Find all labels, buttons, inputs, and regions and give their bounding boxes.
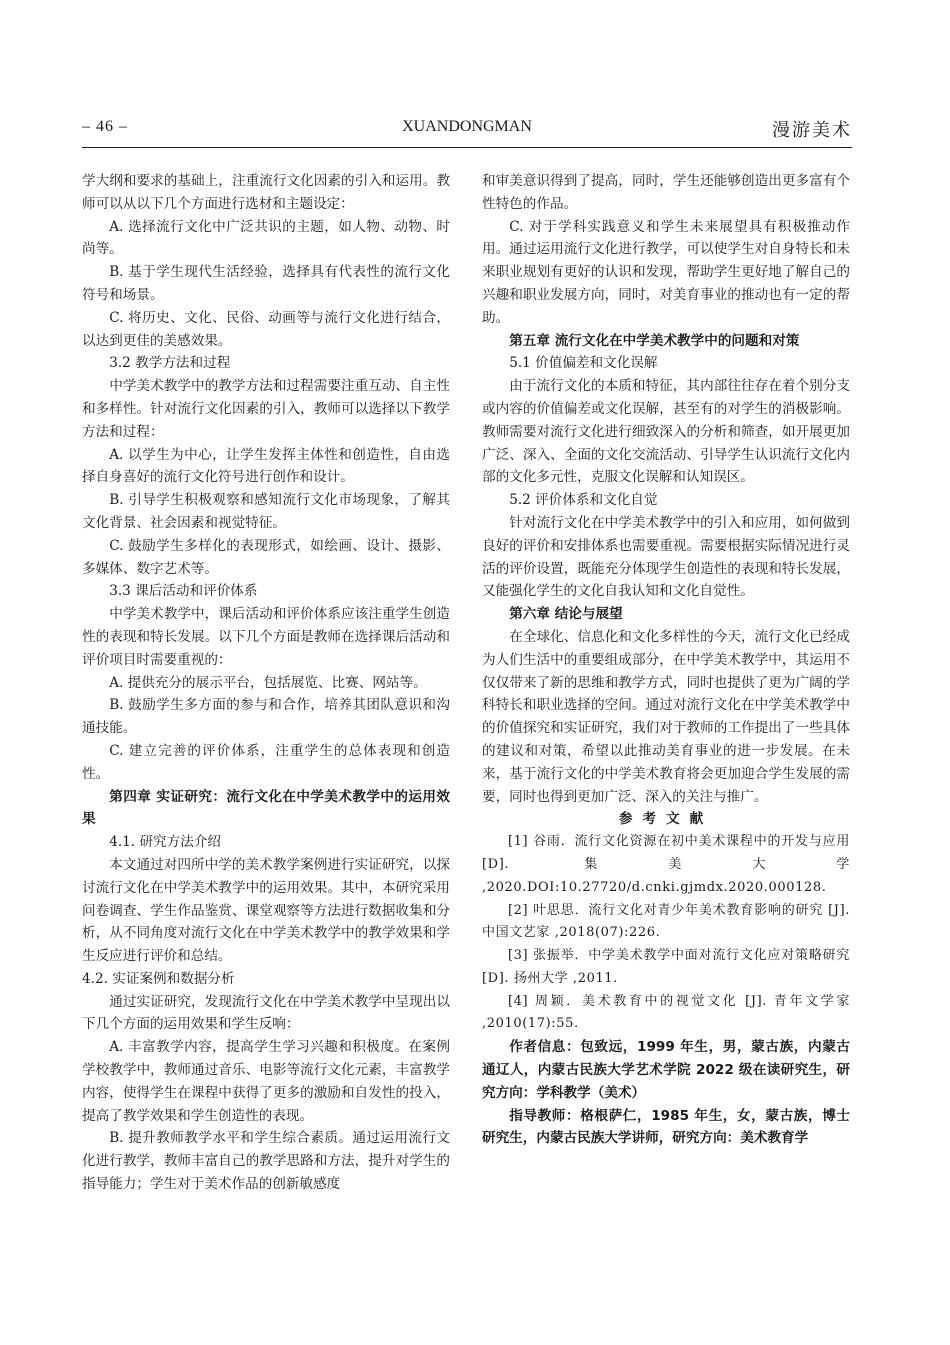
paragraph: 中学美术教学中的教学方法和过程需要注重互动、自主性和多样性。针对流行文化因素的引入，教师可以选择以下教学方法和过程： bbox=[82, 378, 450, 440]
paragraph: 在全球化、信息化和文化多样性的今天，流行文化已经成为人们生活中的重要组成部分，在中学美术教学中，其运用不仅仅带来了新的思维和教学方式，同时也提供了更为广阔的学科特长和职业选择的空间。通过对流行文化在中学美术教学中的价值探究和实证研究，我们对于教师的工作提出了一些具体的建议和对策，希望以此推动美育事业的进一步发展。在未来，基于流行文化的中学美术教育将会更加迎合学生发展的需要，同时也得到更加广泛、深入的关注与推广。 bbox=[482, 628, 850, 805]
right-column bbox=[482, 170, 850, 1150]
paragraph: 通过实证研究，发现流行文化在中学美术教学中呈现出以下几个方面的运用效果和学生反响： bbox=[82, 993, 450, 1033]
list-item: A. 丰富教学内容，提高学生学习兴趣和积极度。在案例学校教学中，教师通过音乐、电影等流行文化元素，丰富教学内容，使得学生在课程中获得了更多的激励和自发性的投入，提高了教学效果和学生创造性的表现。 bbox=[82, 1039, 450, 1124]
section-title: 漫游美术 bbox=[772, 120, 852, 141]
advisor-info: 指导教师：格根萨仁，1985 年生，女，蒙古族，博士研究生，内蒙古民族大学讲师，研究方向：美术教育学 bbox=[482, 1107, 850, 1147]
page-number: – 46 – bbox=[82, 118, 128, 135]
list-item: C. 对于学科实践意义和学生未来展望具有积极推动作用。通过运用流行文化进行教学，可以使学生对自身特长和未来职业规划有更好的认识和发现，帮助学生更好地了解自己的兴趣和职业发展方向，同时，对美育事业的推动也有一定的帮助。 bbox=[482, 218, 850, 326]
list-item: A. 提供充分的展示平台，包括展览、比赛、网站等。 bbox=[109, 674, 427, 691]
paragraph: 中学美术教学中，课后活动和评价体系应该注重学生创造性的表现和特长发展。以下几个方面是教师在选择课后活动和评价项目时需要重视的： bbox=[82, 606, 450, 668]
author-info: 作者信息：包致远，1999 年生，男，蒙古族，内蒙古通辽人，内蒙古民族大学艺术学院 2022 级在读研究生，研究方向：学科教学（美术） bbox=[482, 1039, 850, 1101]
references-heading: 参考文献 bbox=[618, 811, 714, 828]
list-item: B. 提升教师教学水平和学生综合素质。通过运用流行文化进行教学，教师丰富自己的教学思路和方法，提升对学生的指导能力；学生对于美术作品的创新敏感度 bbox=[82, 1130, 450, 1193]
section-heading: 5.2 评价体系和文化自觉 bbox=[509, 492, 658, 509]
paragraph: 本文通过对四所中学的美术教学案例进行实证研究，以探讨流行文化在中学美术教学中的运用效果。其中，本研究采用问卷调查、学生作品鉴赏、课堂观察等方法进行数据收集和分析，从不同角度对流行文化在中学美术教学中的教学效果和学生反应进行评价和总结。 bbox=[82, 856, 450, 965]
list-item: C. 鼓励学生多样化的表现形式，如绘画、设计、摄影、多媒体、数字艺术等。 bbox=[82, 537, 450, 577]
reference-item: [3] 张振举．中学美术教学中面对流行文化应对策略研究 [D]. 扬州大学 ,2011. bbox=[482, 948, 850, 986]
chapter-heading: 第六章 结论与展望 bbox=[509, 606, 623, 623]
list-item: B. 引导学生积极观察和感知流行文化市场现象，了解其文化背景、社会因素和视觉特征。 bbox=[82, 492, 450, 531]
journal-name: XUANDONGMAN bbox=[402, 118, 532, 135]
section-heading: 4.2. 实证案例和数据分析 bbox=[82, 970, 235, 987]
left-column bbox=[82, 170, 450, 1196]
paragraph: 学大纲和要求的基础上，注重流行文化因素的引入和运用。教师可以从以下几个方面进行选材和主题设定： bbox=[82, 173, 450, 212]
list-item: B. 基于学生现代生活经验，选择具有代表性的流行文化符号和场景。 bbox=[82, 264, 450, 303]
section-heading: 5.1 价值偏差和文化误解 bbox=[509, 355, 658, 372]
reference-item: [1] 谷雨．流行文化资源在初中美术课程中的开发与应用 [D]. 集美大学 ,2020.DOI:10.27720/d.cnki.gjmdx.2020.000128. bbox=[482, 834, 850, 895]
section-heading: 3.3 课后活动和评价体系 bbox=[109, 583, 258, 600]
page-header bbox=[82, 118, 852, 146]
paragraph: 针对流行文化在中学美术教学中的引入和应用，如何做到良好的评价和安排体系也需要重视。需要根据实际情况进行灵活的评价设置，既能充分体现学生创造性的表现和特长发展，又能强化学生的文化自我认知和文化自觉性。 bbox=[482, 514, 850, 600]
reference-item: [2] 叶思思．流行文化对青少年美术教育影响的研究 [J]. 中国文艺家 ,2018(07):226. bbox=[482, 902, 850, 941]
list-item: C. 建立完善的评价体系，注重学生的总体表现和创造性。 bbox=[82, 742, 450, 782]
list-item: B. 鼓励学生多方面的参与和合作，培养其团队意识和沟通技能。 bbox=[82, 697, 450, 737]
reference-item: [4] 周颖．美术教育中的视觉文化 [J]. 青年文学家 ,2010(17):55. bbox=[482, 993, 850, 1032]
chapter-heading: 第五章 流行文化在中学美术教学中的问题和对策 bbox=[509, 332, 800, 349]
section-heading: 3.2 教学方法和过程 bbox=[109, 355, 231, 372]
list-item: C. 将历史、文化、民俗、动画等与流行文化进行结合，以达到更佳的美感效果。 bbox=[82, 309, 450, 349]
list-item: A. 以学生为中心，让学生发挥主体性和创造性，自由选择自身喜好的流行文化符号进行创作和设计。 bbox=[82, 446, 450, 486]
header-divider bbox=[82, 147, 852, 148]
chapter-heading: 第四章 实证研究：流行文化在中学美术教学中的运用效果 bbox=[82, 788, 450, 828]
paragraph: 和审美意识得到了提高，同时，学生还能够创造出更多富有个性特色的作品。 bbox=[482, 173, 850, 212]
section-heading: 4.1. 研究方法介绍 bbox=[109, 834, 222, 851]
list-item: A. 选择流行文化中广泛共识的主题，如人物、动物、时尚等。 bbox=[82, 218, 450, 258]
paragraph: 由于流行文化的本质和特征，其内部往往存在着个别分支或内容的价值偏差或文化误解，甚至有的对学生的消极影响。教师需要对流行文化进行细致深入的分析和筛查，如开展更加广泛、深入、全面的文化交流活动、引导学生认识流行文化内部的文化多元性，克服文化误解和认知误区。 bbox=[482, 378, 850, 486]
